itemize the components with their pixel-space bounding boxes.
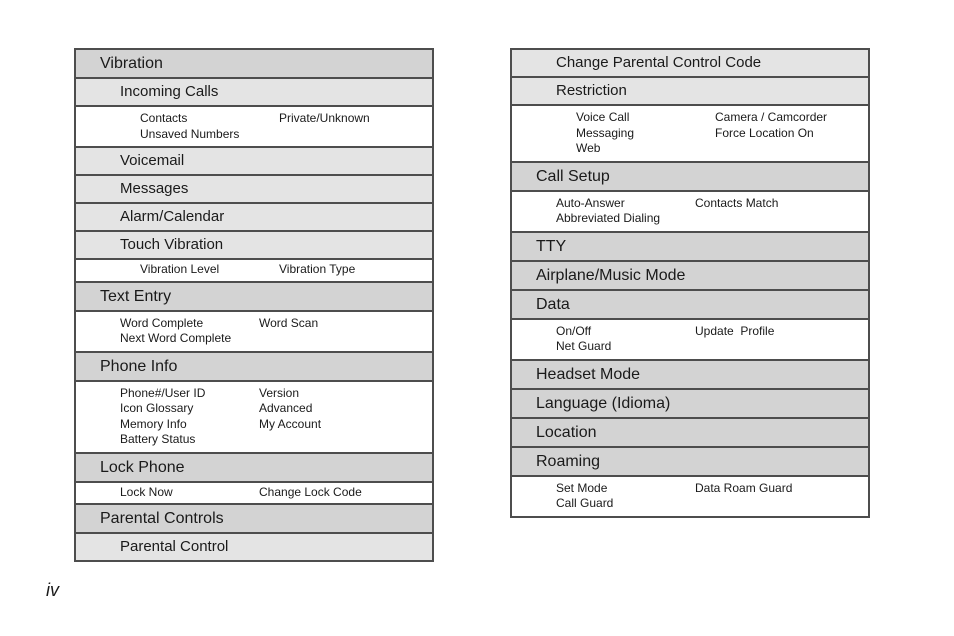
option-lock-now: Lock Now — [120, 484, 173, 499]
option-force-location-on: Force Location On — [715, 125, 814, 140]
option-call-guard: Call Guard — [556, 496, 614, 510]
option-empty — [259, 432, 432, 448]
section-vibration: Vibration — [76, 50, 432, 79]
incoming-calls-options — [76, 107, 432, 148]
item-messages: Messages — [76, 176, 432, 204]
settings-menu-right-column — [510, 48, 870, 518]
option-data-roam-guard: Data Roam Guard — [695, 480, 793, 495]
option-version: Version — [259, 385, 300, 400]
option-auto-answer: Auto-Answer — [556, 195, 625, 210]
option-voice-call: Voice Call — [576, 110, 630, 124]
section-airplane-music-mode: Airplane/Music Mode — [512, 262, 868, 291]
section-lock-phone: Lock Phone — [76, 454, 432, 483]
item-touch-vibration: Touch Vibration — [76, 232, 432, 260]
phone-info-options — [76, 382, 432, 454]
option-empty — [695, 339, 868, 355]
option-messaging: Messaging — [576, 125, 635, 140]
option-word-complete: Word Complete — [120, 315, 204, 330]
option-empty — [279, 127, 432, 143]
section-text-entry: Text Entry — [76, 283, 432, 312]
section-data: Data — [512, 291, 868, 320]
section-language: Language (Idioma) — [512, 390, 868, 419]
option-next-word-complete: Next Word Complete — [120, 331, 232, 345]
option-empty — [695, 496, 868, 512]
option-update-profile: Update Profile — [695, 323, 775, 338]
section-call-setup: Call Setup — [512, 163, 868, 192]
page-number: iv — [46, 580, 59, 600]
option-vibration-level: Vibration Level — [140, 262, 220, 276]
option-word-scan: Word Scan — [259, 315, 319, 330]
option-change-lock-code: Change Lock Code — [259, 484, 362, 499]
option-my-account: My Account — [259, 416, 322, 431]
item-incoming-calls: Incoming Calls — [76, 79, 432, 107]
option-web: Web — [576, 141, 601, 155]
option-phone-user-id: Phone#/User ID — [120, 385, 206, 400]
option-battery-status: Battery Status — [120, 432, 196, 446]
option-set-mode: Set Mode — [556, 480, 608, 495]
option-contacts-match: Contacts Match — [695, 195, 779, 210]
section-headset-mode: Headset Mode — [512, 361, 868, 390]
item-change-parental-control-code: Change Parental Control Code — [512, 50, 868, 78]
settings-menu-left-column — [74, 48, 434, 562]
section-location: Location — [512, 419, 868, 448]
section-tty: TTY — [512, 233, 868, 262]
option-empty — [259, 331, 432, 347]
option-camera-camcorder: Camera / Camcorder — [715, 110, 828, 124]
text-entry-options — [76, 312, 432, 353]
section-parental-controls: Parental Controls — [76, 505, 432, 534]
data-options — [512, 320, 868, 361]
option-advanced: Advanced — [259, 401, 313, 415]
lock-phone-options — [76, 483, 432, 506]
option-contacts: Contacts — [140, 111, 188, 125]
option-vibration-type: Vibration Type — [279, 262, 356, 276]
item-voicemail: Voicemail — [76, 148, 432, 176]
option-net-guard: Net Guard — [556, 339, 612, 353]
option-icon-glossary: Icon Glossary — [120, 401, 194, 415]
option-on-off: On/Off — [556, 323, 592, 338]
item-alarm-calendar: Alarm/Calendar — [76, 204, 432, 232]
call-setup-options — [512, 192, 868, 233]
item-restriction: Restriction — [512, 78, 868, 106]
option-abbreviated-dialing: Abbreviated Dialing — [556, 211, 661, 225]
option-empty — [695, 211, 868, 227]
touch-vibration-options — [76, 260, 432, 283]
roaming-options — [512, 477, 868, 516]
option-memory-info: Memory Info — [120, 416, 187, 431]
option-private-unknown: Private/Unknown — [279, 111, 370, 125]
option-empty — [715, 141, 868, 157]
option-unsaved-numbers: Unsaved Numbers — [140, 126, 240, 141]
section-roaming: Roaming — [512, 448, 868, 477]
section-phone-info: Phone Info — [76, 353, 432, 382]
item-parental-control: Parental Control — [76, 534, 432, 562]
restriction-options — [512, 106, 868, 163]
